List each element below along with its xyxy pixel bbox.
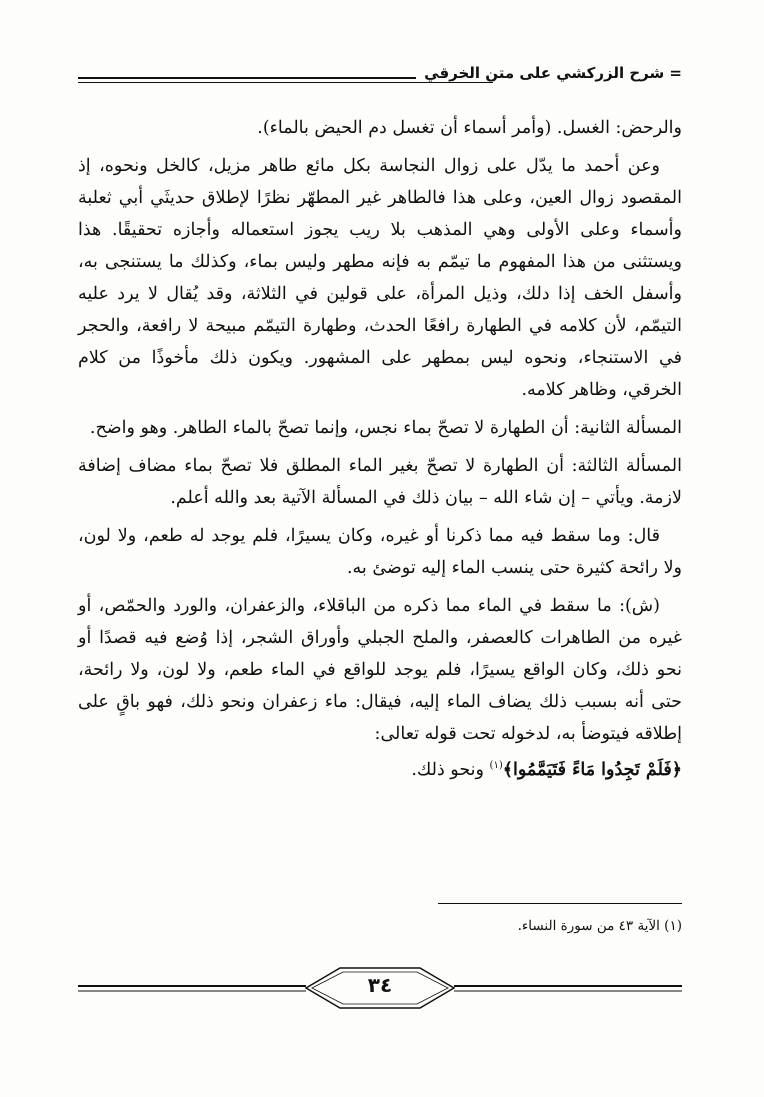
paragraph-5: قال: وما سقط فيه مما ذكرنا أو غيره، وكان يسيرًا، فلم يوجد له طعم، ولا لون، ولا رائحة كثيرة حتى ينسب الماء إليه توضئ به. (78, 526, 682, 578)
footnote-reference: (١) (489, 760, 503, 771)
header-title: = شرح الزركشي على متن الخرقي (416, 64, 682, 82)
paragraph-1: والرحض: الغسل. (وأمر أسماء أن تغسل دم الحيض بالماء). (257, 118, 682, 138)
paragraph-2: وعن أحمد ما يدّل على زوال النجاسة بكل مائع طاهر مزيل، كالخل ونحوه، إذ المقصود زوال العين، وعلى هذا فالطاهر غير المطهّر نظرًا لإطلاق حديثَي أبي ثعلبة وأسماء وعلى الأولى وهي المذهب بلا ريب يجوز استعماله وأجازه تحقيقًا. هذا ويستثنى من هذا المفهوم ما تيمّم به فإنه مطهر وليس بماء، وكذلك ما يستنجى به، وأسفل الخف إذا دلك، وذيل المرأة، على قولين في الثلاثة، وقد يُقال لا يرد عليه التيمّم، لأن كلامه في الطهارة رافعًا الحدث، وطهارة التيمّم مبيحة لا رافعة، والحجر في الاستنجاء، ونحوه ليس بمطهر على المشهور. ويكون ذلك مأخوذًا من كلام الخرقي، وظاهر كلامه. (78, 156, 682, 400)
footnote: (١) الآية ٤٣ من سورة النساء. (517, 918, 682, 934)
paragraph-3: المسألة الثانية: أن الطهارة لا تصحّ بماء نجس، وإنما تصحّ بالماء الطاهر. وهو واضح. (89, 418, 682, 438)
paragraph-6-text: (ش): ما سقط في الماء مما ذكره من الباقلاء، والزعفران، والورد والحمّص، أو غيره من الطاهرات كالعصفر، والملح الجبلي وأوراق الشجر، إذا وُضع فيه قصدًا أو نحو ذلك، وكان الواقع يسيرًا، فلم يوجد للواقع في الماء طعم، ولا لون، ولا رائحة، حتى أنه بسبب ذلك يضاف الماء إليه، فيقال: ماء زعفران ونحو ذلك، فهو باقٍ على إطلاقه فيتوضأ به، لدخوله تحت قوله تعالى: (78, 596, 682, 744)
quran-verse: ﴿فَلَمْ تَجِدُوا مَاءً فَتَيَمَّمُوا﴾ (502, 759, 682, 780)
running-header (78, 64, 682, 100)
paragraph-6 (78, 590, 682, 786)
body-text (78, 112, 682, 792)
paragraph-6-tail: ونحو ذلك. (411, 759, 490, 780)
paragraph-4: المسألة الثالثة: أن الطهارة لا تصحّ بغير الماء المطلق فلا تصحّ بماء مضاف إضافة لازمة. ويأتي – إن شاء الله – بيان ذلك في المسألة الآتية بعد والله أعلم. (78, 456, 682, 508)
page-number: ٣٤ (367, 973, 393, 997)
footnote-rule (438, 903, 682, 904)
page-footer (78, 964, 682, 1014)
